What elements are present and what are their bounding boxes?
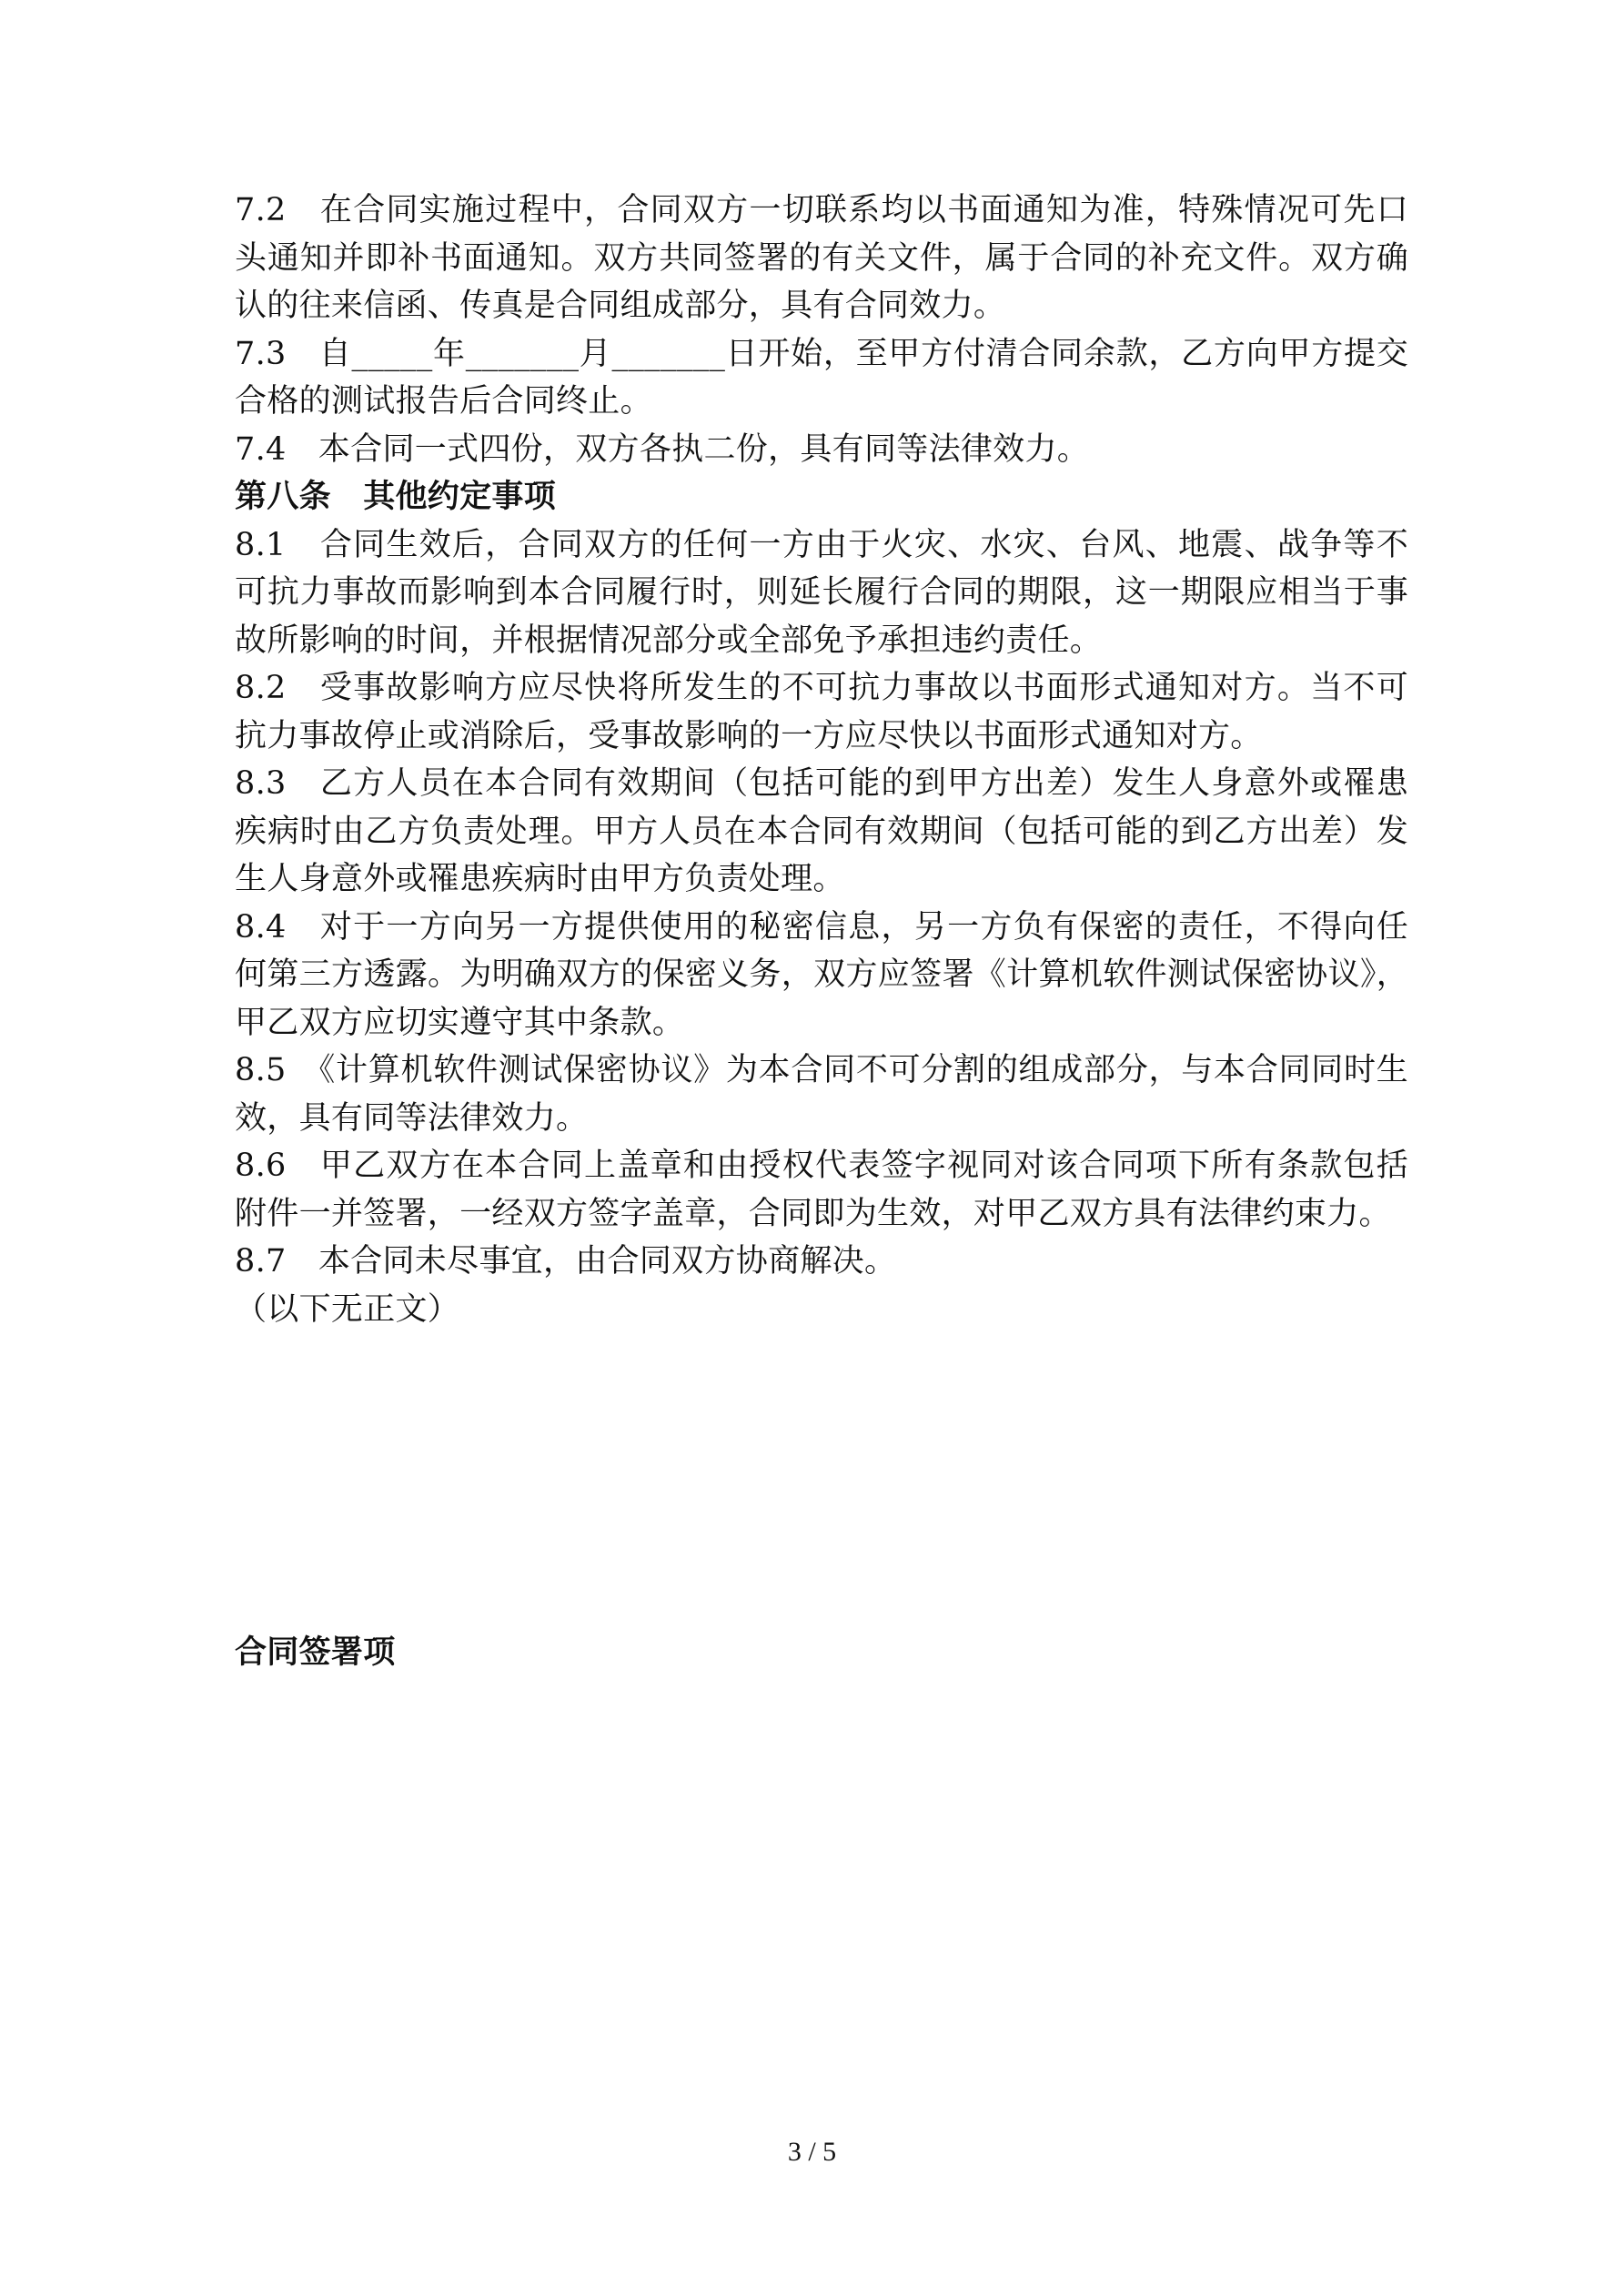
- clause-8-3: 8.3 乙方人员在本合同有效期间（包括可能的到甲方出差）发生人身意外或罹患疾病时由乙方负责处理。甲方人员在本合同有效期间（包括可能的到乙方出差）发生人身意外或罹患疾病时由甲方负责处理。: [235, 765, 1408, 897]
- clause-8-7: 8.7 本合同未尽事宜，由合同双方协商解决。: [235, 1243, 897, 1279]
- clause-8-2: 8.2 受事故影响方应尽快将所发生的不可抗力事故以书面形式通知对方。当不可抗力事故停止或消除后，受事故影响的一方应尽快以书面形式通知对方。: [235, 670, 1408, 754]
- clause-7-2: 7.2 在合同实施过程中，合同双方一切联系均以书面通知为准，特殊情况可先口头通知并即补书面通知。双方共同签署的有关文件，属于合同的补充文件。双方确认的往来信函、传真是合同组成部分，具有合同效力。: [235, 192, 1408, 324]
- end-of-text-note: （以下无正文）: [235, 1290, 460, 1328]
- article-8-heading: 第八条 其他约定事项: [235, 478, 557, 515]
- clause-8-4: 8.4 对于一方向另一方提供使用的秘密信息，另一方负有保密的责任，不得向任何第三方透露。为明确双方的保密义务，双方应签署《计算机软件测试保密协议》，甲乙双方应切实遵守其中条款。: [235, 908, 1408, 1041]
- clause-8-5: 8.5 《计算机软件测试保密协议》为本合同不可分割的组成部分，与本合同同时生效，具有同等法律效力。: [235, 1052, 1408, 1137]
- clause-7-4: 7.4 本合同一式四份，双方各执二份，具有同等法律效力。: [235, 430, 1090, 468]
- clause-8-6: 8.6 甲乙双方在本合同上盖章和由授权代表签字视同对该合同项下所有条款包括附件一并签署，一经双方签字盖章，合同即为生效，对甲乙双方具有法律约束力。: [235, 1148, 1408, 1232]
- clause-7-3: 7.3 自_____年_______月_______日开始，至甲方付清合同余款，乙方向甲方提交合格的测试报告后合同终止。: [235, 335, 1408, 420]
- blank-space: [235, 1333, 1408, 1629]
- signature-section-heading: 合同签署项: [235, 1633, 396, 1671]
- document-body: [235, 187, 1408, 1677]
- page-number: 3 / 5: [787, 2137, 837, 2167]
- clause-8-1: 8.1 合同生效后，合同双方的任何一方由于火灾、水灾、台风、地震、战争等不可抗力事故而影响到本合同履行时，则延长履行合同的期限，这一期限应相当于事故所影响的时间，并根据情况部分或全部免予承担违约责任。: [235, 526, 1408, 659]
